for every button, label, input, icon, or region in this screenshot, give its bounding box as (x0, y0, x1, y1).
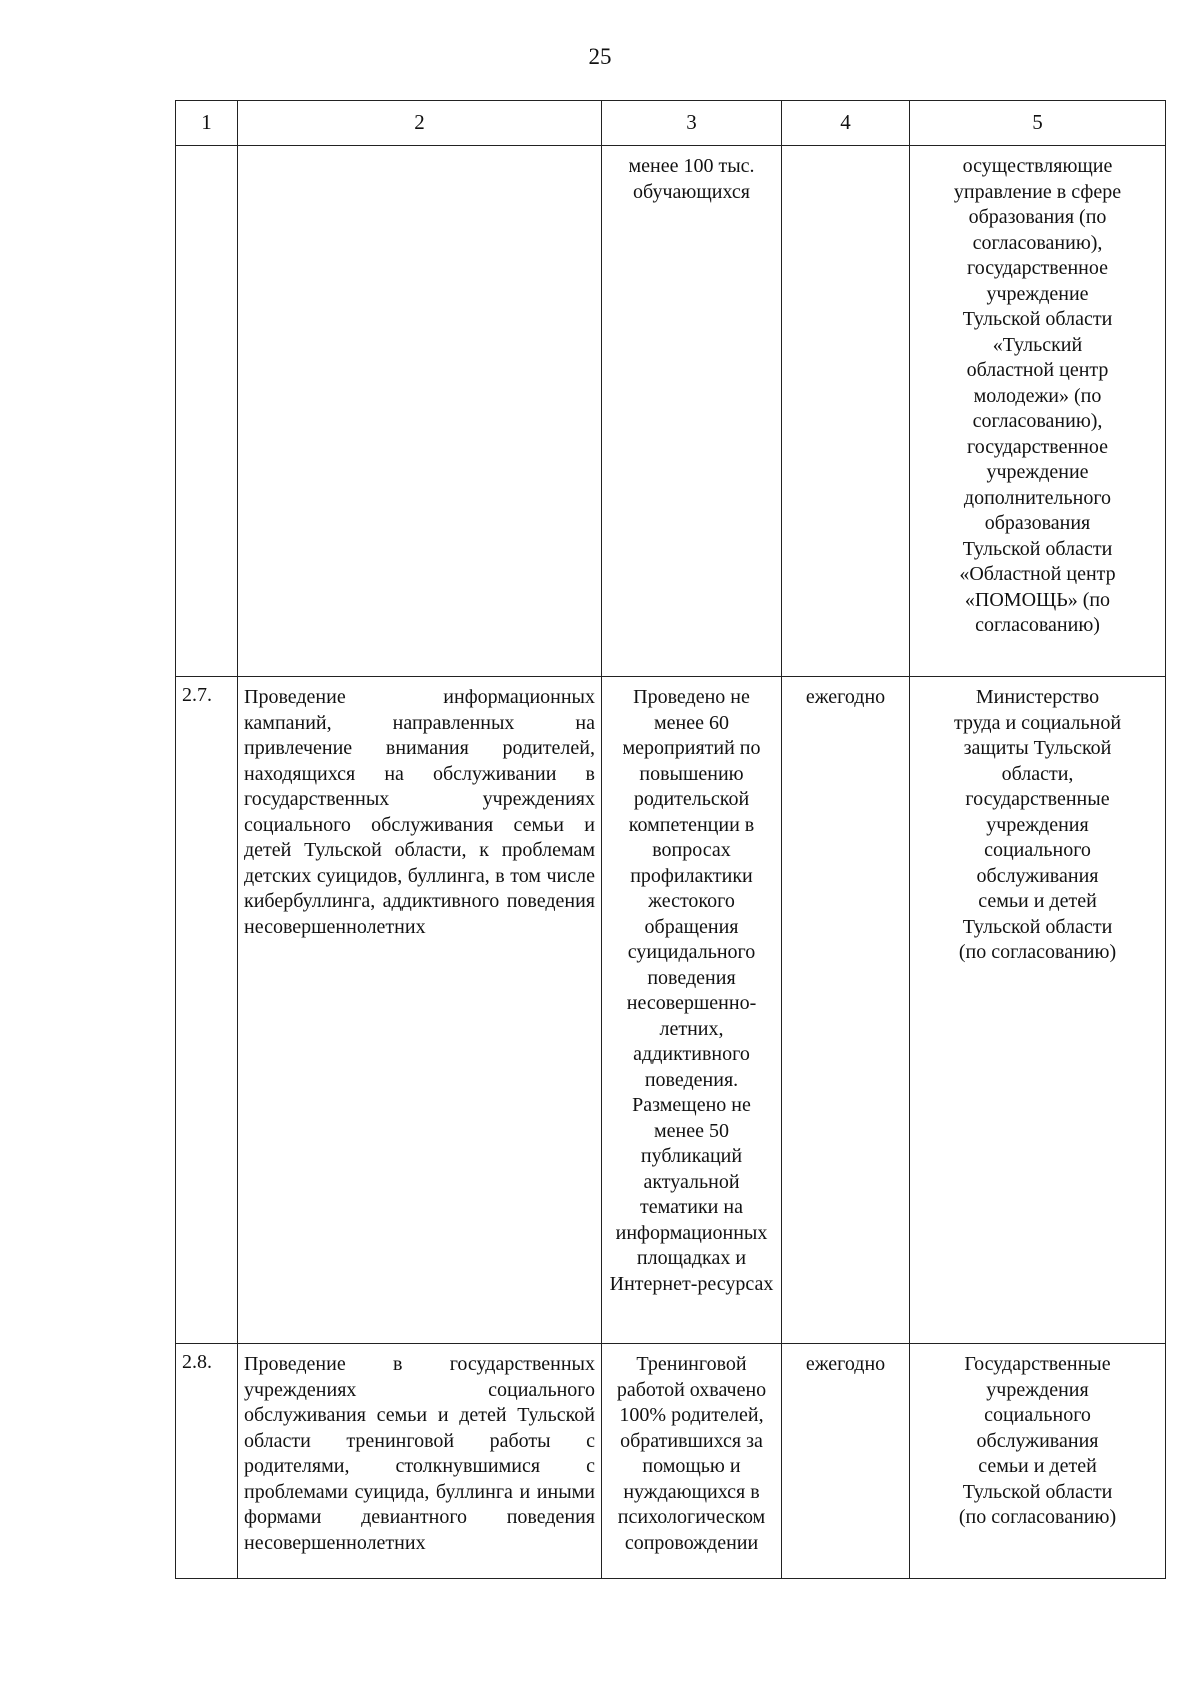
item-number: 2.7. (182, 684, 212, 706)
item-number: 2.8. (182, 1351, 212, 1373)
result-cell (602, 146, 782, 677)
page-number: 25 (588, 44, 612, 69)
column-header-4: 4 (782, 101, 910, 146)
term-cell (782, 146, 910, 677)
column-header-3: 3 (602, 101, 782, 146)
responsible-cell (910, 677, 1166, 1344)
activity-cell (238, 677, 602, 1344)
term-text: ежегодно (805, 1353, 886, 1375)
responsible-text: Министерство труда и социальной защиты Тульской области, государственные учреждения социального обслуживания семьи и детей Тульской области (по согласованию) (953, 686, 1122, 963)
measures-table (175, 100, 1166, 1579)
item-number-cell (176, 1344, 238, 1579)
table-row (176, 146, 1166, 677)
term-cell (782, 1344, 910, 1579)
result-cell (602, 677, 782, 1344)
table-row (176, 677, 1166, 1344)
result-text: Тренинговой работой охвачено 100% родителей, обратившихся за помощью и нуждающихся в психологическом сопровождении (616, 1353, 767, 1554)
responsible-text: Государственные учреждения социального обслуживания семьи и детей Тульской области (по согласованию) (958, 1353, 1117, 1528)
result-cell (602, 1344, 782, 1579)
column-header-1: 1 (176, 101, 238, 146)
column-header-2: 2 (238, 101, 602, 146)
item-number-cell (176, 677, 238, 1344)
item-number-cell (176, 146, 238, 677)
table-row (176, 1344, 1166, 1579)
table-header-row (176, 101, 1166, 146)
term-text: ежегодно (805, 686, 886, 708)
activity-cell (238, 146, 602, 677)
activity-cell (238, 1344, 602, 1579)
responsible-text: осуществляющие управление в сфере образования (по согласованию), государственное учреждение Тульской области «Тульский областной центр молодежи» (по согласованию), государственное учреждение дополнительного образования Тульской области «Областной центр «ПОМОЩЬ» (по согласованию) (953, 155, 1122, 636)
result-text: Проведено не менее 60 мероприятий по повышению родительской компетенции в вопросах профилактики жестокого обращения суицидального поведения несовершенно- летних, аддиктивного поведения. Размещено не менее 50 публикаций актуальной тематики на информационных площадках и Интернет-ресурсах (609, 686, 774, 1295)
result-text: менее 100 тыс. обучающихся (628, 155, 755, 203)
column-header-5: 5 (910, 101, 1166, 146)
responsible-cell (910, 146, 1166, 677)
activity-text: Проведение в государственных учреждениях социального обслуживания семьи и детей Тульской области тренинговой работы с родителями, столкнувшимися с проблемами суицида, буллинга и иными формами девиантного поведения несовершеннолетних (244, 1353, 595, 1554)
term-cell (782, 677, 910, 1344)
responsible-cell (910, 1344, 1166, 1579)
activity-text: Проведение информационных кампаний, направленных на привлечение внимания родителей, находящихся на обслуживании в государственных учреждениях социального обслуживания семьи и детей Тульской области, к проблемам детских суицидов, буллинга, в том числе кибербуллинга, аддиктивного поведения несовершеннолетних (244, 686, 595, 938)
